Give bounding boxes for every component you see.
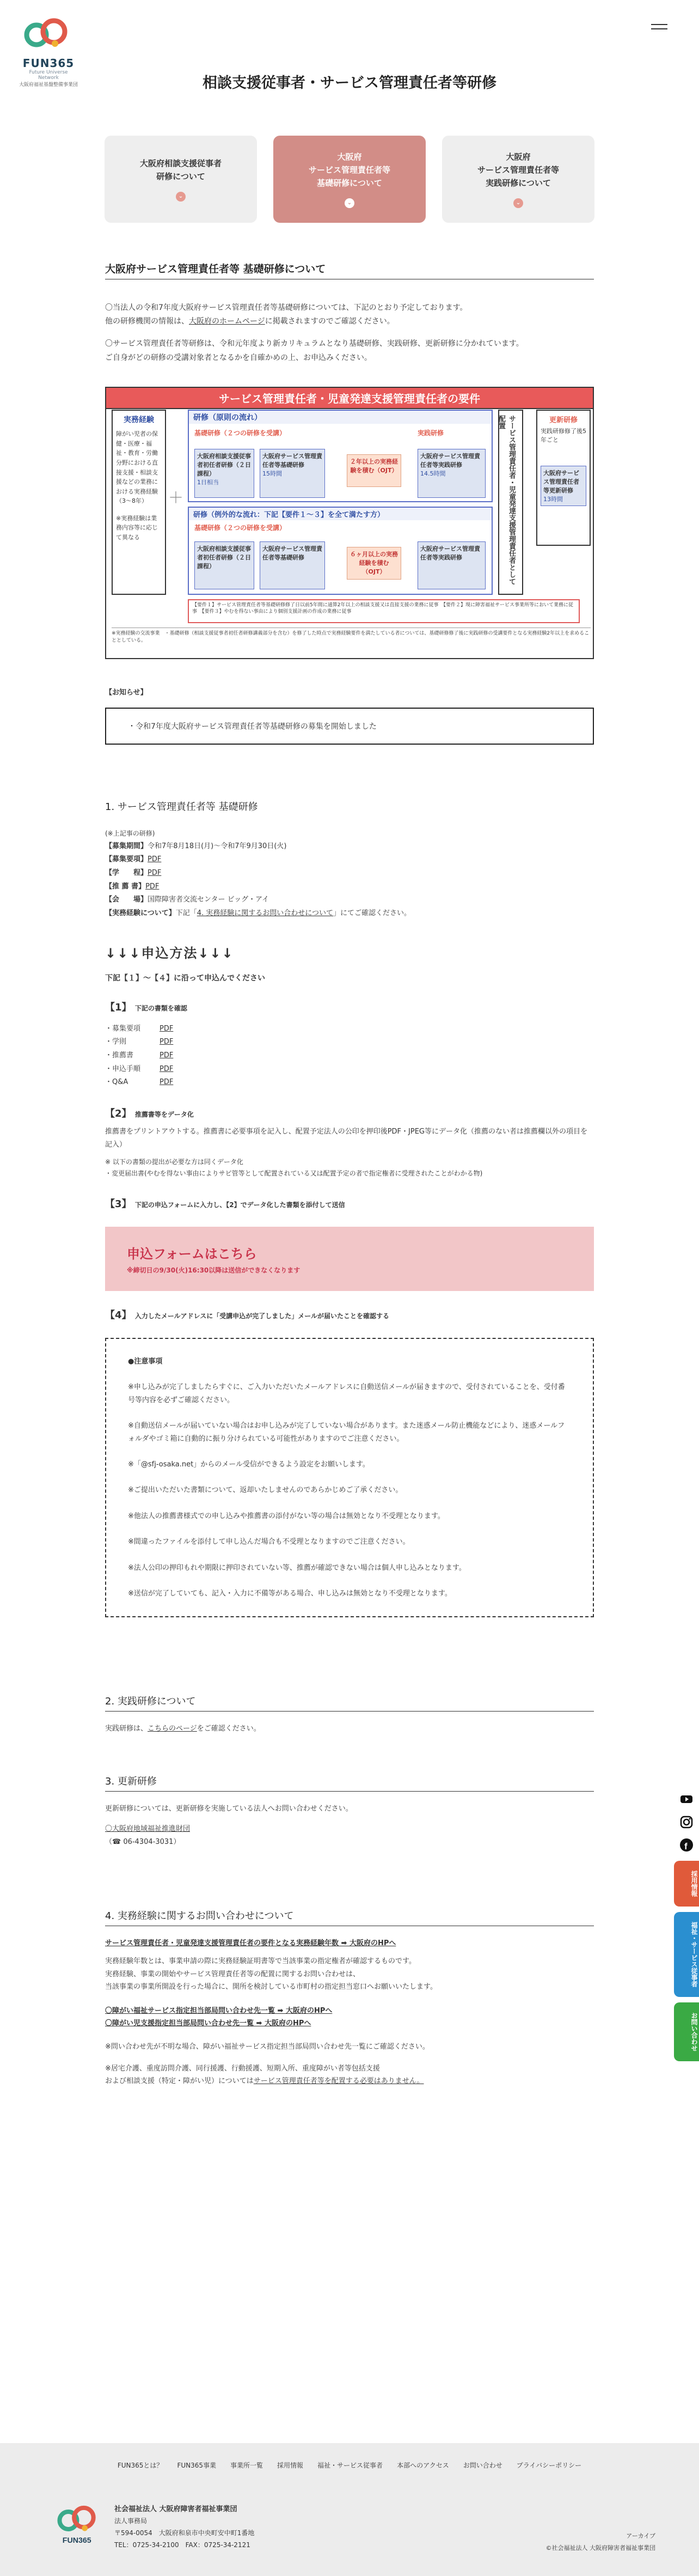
logo-subtitle-jp: 大阪府福祉基盤整備事業団	[19, 82, 78, 88]
section-title: 2. 実践研修について	[105, 1694, 594, 1712]
exception-flow-box	[188, 507, 493, 595]
apply-heading: ↓↓↓申込方法↓↓↓	[105, 945, 234, 961]
detail-row	[105, 853, 594, 867]
box-text: 大阪府相談支援従事者初任者研修（２日課程）	[197, 452, 251, 477]
step-number: 【2】	[105, 1108, 132, 1120]
footer-link[interactable]: FUN365事業	[177, 2462, 217, 2469]
footer-link[interactable]: お問い合わせ	[463, 2462, 502, 2469]
card-label: 基礎研修について	[317, 178, 382, 188]
box-a	[194, 541, 254, 589]
svg-text:FUN365: FUN365	[62, 2536, 91, 2545]
pdf-link[interactable]: PDF	[160, 1078, 174, 1087]
side-tab-recruit[interactable]: 採用情報	[674, 1861, 699, 1907]
footer-address	[114, 2503, 254, 2551]
requirements-link[interactable]: サービス管理責任者・児童発達支援管理責任者の要件となる実務経験年数 ➡ 大阪府のHPへ	[105, 1939, 396, 1947]
chevron-down-icon: ⌄	[513, 198, 523, 208]
pdf-link[interactable]: PDF	[148, 855, 162, 864]
side-tab-workers[interactable]: 福祉・サービス従事者	[674, 1912, 699, 1997]
nav-card-consultation[interactable]	[105, 136, 257, 223]
copyright: ©社会福祉法人 大阪府障害者福祉事業団	[545, 2544, 655, 2551]
box-b	[260, 449, 325, 498]
box-sub: 13時間	[543, 495, 563, 503]
paragraph: 実務経験年数とは、事業申請の際に実務経験証明書等で当該事業の指定権者が確認するものです。	[105, 1957, 416, 1966]
org-link-row	[105, 1823, 594, 1835]
ojt-box: ６ヶ月以上の実務経験を積む（OJT）	[347, 547, 401, 580]
doc-row	[105, 1063, 594, 1076]
practice-label: 実践研修	[418, 429, 444, 437]
phone-text: （☎ 06-4304-3031）	[105, 1837, 181, 1846]
basic-label: 基礎研修（２つの研修を受講）	[194, 429, 286, 437]
update-column	[536, 410, 591, 546]
about-section	[105, 261, 594, 2087]
service-contacts-link[interactable]: 〇障がい福祉サービス指定担当部局問い合わせ先一覧 ➡ 大阪府のHPへ	[105, 2006, 333, 2015]
footer-org-info	[54, 2503, 254, 2551]
side-tab-contact[interactable]: お問い合わせ	[674, 2002, 699, 2061]
step-2	[105, 1106, 594, 1120]
svg-text:f: f	[684, 1841, 688, 1852]
paragraph: ※問い合わせ先が不明な場合、障がい福祉サービス指定担当部局問い合わせ先一覧にご確認ください。	[105, 2043, 430, 2051]
card-label: 研修について	[156, 172, 205, 181]
update-text: 実践研修修了後5年ごと	[541, 427, 586, 443]
paragraph: 実務経験、事業の開始やサービス管理責任者等の配置に関するお問い合わせは、	[105, 1970, 360, 1978]
text: 下記「	[175, 909, 197, 917]
text: をご確認ください。	[197, 1725, 261, 1733]
footer-link[interactable]: 福祉・サービス従事者	[317, 2462, 383, 2469]
footer-link[interactable]: 採用情報	[277, 2462, 304, 2469]
text: に掲載されますのでご確認ください。	[265, 317, 395, 326]
footer-link[interactable]: FUN365とは？	[117, 2462, 163, 2469]
doc-row	[105, 1076, 594, 1089]
text: 実践研修は、	[105, 1725, 148, 1733]
text: 」にてご確認ください。	[333, 909, 412, 917]
detail-row	[105, 907, 594, 921]
notice-item: ・令和7年度大阪府サービス管理責任者等基礎研修の募集を開始しました	[128, 722, 377, 731]
card-label: 大阪府相談支援従事者	[139, 159, 222, 168]
box-text: 大阪府サービス管理責任者等基礎研修	[262, 452, 322, 468]
doc-name: ・学則	[105, 1038, 127, 1046]
nav-card-basic-training[interactable]	[273, 136, 426, 223]
step-1	[105, 1000, 594, 1014]
caution-item: ※間違ったファイルを添付して申し込んだ場合も不受理となりますのでご注意ください。	[128, 1538, 410, 1546]
box-text: 大阪府サービス管理責任者等基礎研修	[262, 545, 322, 561]
logo-subtitle: Future Universe Network	[29, 70, 68, 81]
requirements-note: 【要件１】サービス管理責任者等基礎研修修了日以前5年間に通算2年以上の相談支援又は直接支援の業務に従事 【要件２】現に障害福祉サービス事業所等において業務に従事 【要件３】やむを得ない事由により個別支援計画の作成の業務に従事	[188, 599, 580, 623]
detail-key: 【推 薦 書】	[105, 882, 146, 891]
section-title: 大阪府サービス管理責任者等 基礎研修について	[105, 261, 594, 279]
step-text: 推薦書をプリントアウトする。推薦書に必要事項を記入し、配置予定法人の公印を押印後PDF・JPEG等にデータ化（推薦のない者は推薦欄以外の項目を記入）	[105, 1128, 587, 1149]
site-logo[interactable]	[19, 15, 78, 88]
caution-item: ※ご提出いただいた書類について、返却いたしませんのであらかじめご了承ください。	[128, 1486, 403, 1495]
step-label: 推薦書等をデータ化	[134, 1111, 194, 1119]
requirements-diagram	[105, 387, 594, 659]
paragraph: 当該事業の事業所開設を行った場合に、開所を検討している市町村の指定担当窓口へお願いいたします。	[105, 1983, 437, 1992]
youtube-icon[interactable]	[679, 1792, 694, 1806]
doc-row	[105, 1022, 594, 1036]
nav-card-practical-training[interactable]	[442, 136, 594, 223]
caution-item: ※他法人の推薦書様式での申し込みや推薦書の添付がない等の場合は無効となり不受理となります。	[128, 1512, 445, 1520]
chevron-down-icon: ⌄	[176, 192, 186, 202]
detail-key: 【募集期間】	[105, 842, 148, 850]
detail-row	[105, 867, 594, 880]
org-name: 社会福祉法人 大阪府障害者福祉事業団	[114, 2505, 237, 2513]
site-footer	[0, 2443, 699, 2576]
child-contacts-link[interactable]: 〇障がい児支援指定担当部局問い合わせ先一覧 ➡ 大阪府のHPへ	[105, 2019, 311, 2027]
paragraph: ご自身がどの研修の受講対象者となるかを自確かめの上、お申込みください。	[105, 353, 372, 362]
caution-item: ※申し込みが完了しましたらすぐに、ご入力いただいたメールアドレスに自動送信メールが届きますので、受付されていることを、受付番号等内容を必ずご確認ください。	[128, 1383, 565, 1404]
caution-item: ※「@sfj-osaka.net」からのメール受信ができるよう設定をお願いします。	[128, 1460, 370, 1469]
form-note: ※締切日の9/30(火)16:30以降は送信ができなくなります	[127, 1266, 301, 1275]
not-required-link[interactable]: サービス管理責任者等を配置する必要はありません。	[253, 2077, 424, 2086]
org-address: 〒594-0054 大阪府和泉市中央町安中町1番地	[114, 2529, 255, 2537]
doc-row	[105, 1049, 594, 1063]
doc-name: ・申込手順	[105, 1064, 141, 1073]
box-sub: 1日相当	[197, 478, 219, 486]
logo-mark-icon	[21, 15, 76, 53]
step-label: 入力したメールアドレスに「受講申込が完了しました」メールが届いたことを確認する	[134, 1312, 389, 1320]
flow-title: 研修（例外的な流れ：下記【要件１～３】を全て満たす方）	[189, 508, 492, 520]
side-tabs	[674, 1792, 699, 2067]
card-label: 実践研修について	[486, 178, 551, 188]
diagram-footnote: ※実務経験の交流事業 ・基礎研修（相談支援従事者初任者研修講義部分を含む）を修了した時点で実務経験要件を満たしている者については、基礎研修修了後に実践研修の受講要件となる実務経験2年以上を求めることとしている。	[112, 628, 591, 656]
update-box	[541, 466, 586, 506]
detail-key: 【学 程】	[105, 868, 148, 877]
experience-column	[112, 410, 166, 595]
practice-page-link[interactable]: こちらのページ	[148, 1725, 197, 1733]
section-title: 4. 実務経験に関するお問い合わせについて	[105, 1908, 594, 1926]
pdf-link[interactable]: PDF	[145, 882, 160, 891]
text: および相談支援（特定・障がい児）については	[105, 2077, 254, 2086]
detail-key: 【募集要項】	[105, 855, 148, 864]
paragraph: 〇サービス管理責任者等研修は、令和元年度より新カリキュラムとなり基礎研修、実践研修、更新研修に分かれています。	[105, 339, 524, 349]
step-number: 【1】	[105, 1001, 132, 1013]
caution-item: ※法人公印の押印もれや期限に押印されていない等、推薦が確認できない場合は個人申し込みとなります。	[128, 1563, 466, 1572]
docs-list	[105, 1022, 594, 1089]
experience-link[interactable]: 4. 実務経験に関するお問い合わせについて	[197, 909, 334, 917]
page-title: 相談支援従事者・サービス管理責任者等研修	[203, 75, 496, 92]
step-label: 下記の書類を確認	[134, 1004, 187, 1012]
box-text: 大阪府サービス管理責任者等実践研修	[420, 452, 480, 468]
logo-text: FUN365	[22, 57, 75, 70]
box-text: 大阪府相談支援従事者初任者研修（２日課程）	[197, 545, 251, 570]
training-details	[105, 827, 594, 921]
org-phone: TEL：0725-34-2100 FAX：0725-34-2121	[114, 2541, 250, 2549]
form-title: 申込フォームはこちら	[127, 1246, 257, 1262]
basic-label: 基礎研修（２つの研修を受講）	[194, 523, 286, 532]
step-3	[105, 1196, 594, 1210]
details-subtitle: (※上記事の研修)	[105, 829, 155, 837]
card-label: サービス管理責任者等	[477, 165, 559, 175]
instagram-icon[interactable]	[679, 1815, 694, 1829]
plus-icon: ＋	[168, 488, 184, 507]
doc-name: ・推薦書	[105, 1051, 134, 1060]
osaka-pref-link[interactable]: 大阪府のホームページ	[189, 317, 265, 326]
detail-key: 【会 場】	[105, 896, 148, 904]
box-text: 大阪府サービス管理責任者等更新研修	[543, 469, 579, 494]
step-number: 【3】	[105, 1198, 132, 1210]
card-label: サービス管理責任者等	[308, 165, 390, 175]
pdf-link[interactable]: PDF	[160, 1064, 174, 1073]
pdf-link[interactable]: PDF	[160, 1038, 174, 1046]
caution-heading: ●注意事項	[128, 1357, 163, 1366]
step-note: ・変更届出書(やむを得ない事由によりサビ管等として配置されている又は配置予定の者で指定権者に受理されたことがわかる物)	[105, 1170, 483, 1178]
box-text: 大阪府サービス管理責任者等実践研修	[420, 545, 480, 561]
archive-link[interactable]: アーカイブ	[626, 2532, 655, 2540]
detail-key: 【実務経験について】	[105, 909, 176, 917]
org-dept: 法人事務局	[114, 2517, 148, 2525]
detail-row	[105, 880, 594, 894]
nav-cards	[0, 136, 699, 223]
footer-right	[546, 2530, 656, 2554]
practice-box	[418, 541, 486, 589]
practice-box	[418, 449, 486, 498]
card-label: 大阪府	[506, 152, 531, 162]
foundation-link[interactable]: 〇大阪府地域福祉推進財団	[105, 1825, 191, 1834]
step-number: 【4】	[105, 1310, 132, 1322]
detail-value: 国際障害者交流センター ビッグ・アイ	[148, 896, 269, 904]
doc-name: ・募集要項	[105, 1024, 141, 1033]
caution-box	[105, 1338, 594, 1617]
detail-row	[105, 840, 594, 854]
notice-heading: 【お知らせ】	[105, 688, 148, 697]
experience-note: ※実務経験は業務内容等に応じて異なる	[116, 514, 158, 541]
paragraph	[105, 315, 594, 328]
assignment-column: サービス管理責任者・児童発達支援管理責任者として配置	[498, 410, 523, 595]
step-label: 下記の申込フォームに入力し、【2】でデータ化した書類を添付して送信	[134, 1201, 345, 1209]
box-a	[194, 449, 254, 498]
pdf-link[interactable]: PDF	[160, 1024, 174, 1033]
experience-title: 実務経験	[124, 415, 154, 424]
update-title: 更新研修	[549, 416, 578, 424]
caution-item: ※送信が完了していても、記入・入力に不備等がある場合、申し込みは無効となり不受理となります。	[128, 1589, 452, 1598]
application-form-button[interactable]	[105, 1227, 594, 1291]
footer-link[interactable]: 事業所一覧	[230, 2462, 263, 2469]
step-4	[105, 1307, 594, 1322]
box-sub: 14.5時間	[420, 470, 446, 477]
paragraph	[105, 1722, 594, 1735]
section-title: 3. 更新研修	[105, 1774, 594, 1792]
facebook-icon[interactable]	[679, 1838, 694, 1852]
chevron-down-icon: ⌄	[345, 198, 354, 208]
section-title: 1. サービス管理責任者等 基礎研修	[105, 801, 258, 813]
detail-row	[105, 893, 594, 907]
diagram-title: サービス管理責任者・児童発達支援管理責任者の要件	[106, 388, 593, 409]
card-label: 大阪府	[337, 152, 362, 162]
hamburger-icon[interactable]	[651, 24, 667, 32]
footer-link[interactable]: プライバシーポリシー	[516, 2462, 582, 2469]
paragraph: ※居宅介護、重度訪問介護、同行援護、行動援護、短期入所、重度障がい者等包括支援	[105, 2064, 380, 2073]
experience-text: 障がい児者の保健・医療・福祉・教育・労働分野における直接支援・相談支援などの業務における実務経験（3～8年）	[116, 430, 158, 505]
detail-value: 令和7年8月18日(月)～令和7年9月30日(火)	[148, 842, 287, 850]
box-b	[260, 541, 325, 589]
paragraph: 〇当法人の令和7年度大阪府サービス管理責任者等基礎研修については、下記のとおり予定しております。	[105, 303, 468, 312]
paragraph: 更新研修については、更新研修を実施している法人へお問い合わせください。	[105, 1804, 353, 1813]
step-note: ※ 以下の書類の提出が必要な方は同くデータ化	[105, 1158, 243, 1166]
caution-item: ※自動送信メールが届いていない場合はお申し込みが完了していない場合があります。また迷惑メール防止機能などにより、迷惑メールフォルダやゴミ箱に自動的に振り分けられている可能性がありますのでご注意ください。	[128, 1422, 565, 1443]
doc-row	[105, 1036, 594, 1049]
standard-flow-box	[188, 410, 493, 502]
footer-nav	[0, 2443, 699, 2470]
box-sub: 15時間	[262, 470, 282, 477]
footer-link[interactable]: 本部へのアクセス	[397, 2462, 449, 2469]
footer-logo-icon	[54, 2503, 103, 2547]
pdf-link[interactable]: PDF	[148, 868, 162, 877]
doc-name: ・Q&A	[105, 1078, 128, 1087]
notice-box	[105, 708, 594, 745]
text: 他の研修機関の情報は、	[105, 317, 189, 326]
pdf-link[interactable]: PDF	[160, 1051, 174, 1060]
flow-title: 研修（原則の流れ）	[189, 411, 492, 424]
ojt-box: ２年以上の実務経験を積む（OJT）	[347, 454, 401, 487]
paragraph	[105, 2075, 594, 2087]
apply-subheading: 下記【１】～【４】に沿って申込んでください	[105, 973, 265, 983]
